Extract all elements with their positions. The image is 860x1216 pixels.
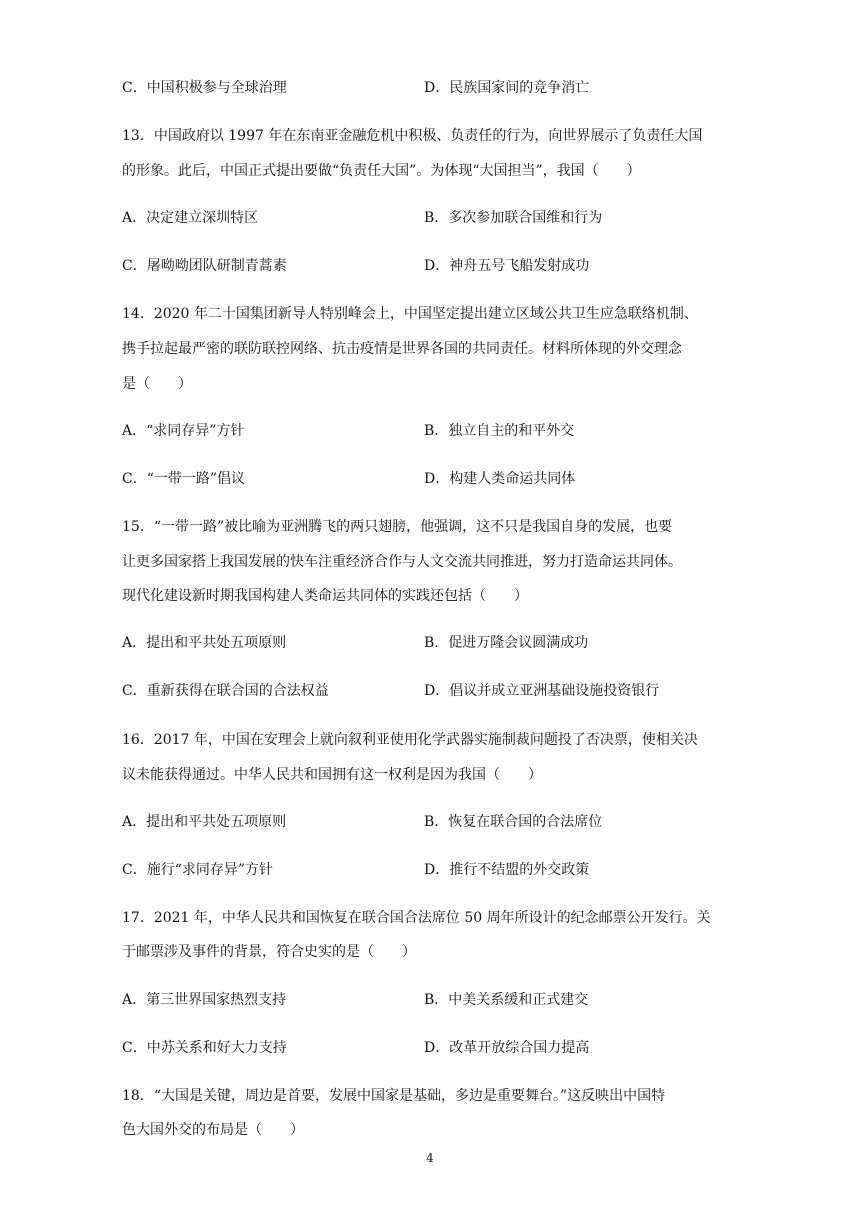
q13-stem-line-1: 13．中国政府以 1997 年在东南亚金融危机中积极、负责任的行为，向世界展示了负责任大国	[122, 128, 703, 144]
q14-stem-line-3: 是（ ）	[122, 376, 192, 392]
q15-stem-line-3: 现代化建设新时期我国构建人类命运共同体的实践还包括（ ）	[122, 588, 528, 604]
q17-stem-line-2: 于邮票涉及事件的背景，符合史实的是（ ）	[122, 944, 416, 960]
q13-option-d: D．神舟五号飞船发射成功	[424, 258, 590, 274]
q17-option-d: D．改革开放综合国力提高	[424, 1040, 590, 1056]
q14-option-b: B．独立自主的和平外交	[424, 423, 575, 439]
q17-option-c: C．中苏关系和好大力支持	[122, 1040, 287, 1056]
q15-option-c: C．重新获得在联合国的合法权益	[122, 683, 329, 699]
q18-stem-line-2: 色大国外交的布局是（ ）	[122, 1122, 304, 1138]
q17-stem-line-1: 17．2021 年，中华人民共和国恢复在联合国合法席位 50 周年所设计的纪念邮票公开发行。关	[122, 910, 711, 926]
q12-option-c: C．中国积极参与全球治理	[122, 80, 287, 96]
q14-option-c: C．“一带一路”倡议	[122, 471, 246, 487]
q13-stem-line-2: 的形象。此后，中国正式提出要做“负责任大国”。为体现“大国担当”，我国（ ）	[122, 163, 641, 179]
q16-option-a: A．提出和平共处五项原则	[122, 814, 287, 830]
q15-option-a: A．提出和平共处五项原则	[122, 635, 287, 651]
q14-stem-line-1: 14．2020 年二十国集团新导人特别峰会上，中国坚定提出建立区域公共卫生应急联络机制、	[122, 306, 698, 322]
q15-option-b: B．促进万隆会议圆满成功	[424, 635, 589, 651]
q17-option-a: A．第三世界国家热烈支持	[122, 992, 287, 1008]
q16-option-b: B．恢复在联合国的合法席位	[424, 814, 603, 830]
q15-option-d: D．倡议并成立亚洲基础设施投资银行	[424, 683, 660, 699]
q16-stem-line-1: 16．2017 年，中国在安理会上就向叙利亚使用化学武器实施制裁问题投了否决票，使相关决	[122, 732, 698, 748]
q14-option-d: D．构建人类命运共同体	[424, 471, 576, 487]
q16-option-d: D．推行不结盟的外交政策	[424, 862, 590, 878]
q15-stem-line-1: 15．“一带一路”被比喻为亚洲腾飞的两只翅膀，他强调，这不只是我国自身的发展，也要	[122, 519, 673, 535]
q16-stem-line-2: 议未能获得通过。中华人民共和国拥有这一权利是因为我国（ ）	[122, 767, 542, 783]
q17-option-b: B．中美关系缓和正式建交	[424, 992, 589, 1008]
q18-stem-line-1: 18．“大国是关键，周边是首要，发展中国家是基础，多边是重要舞台。”这反映出中国特	[122, 1088, 666, 1104]
q13-option-b: B．多次参加联合国维和行为	[424, 210, 603, 226]
q15-stem-line-2: 让更多国家搭上我国发展的快车注重经济合作与人文交流共同推进，努力打造命运共同体。	[122, 554, 682, 570]
page-number: 4	[426, 1151, 434, 1165]
q13-option-c: C．屠呦呦团队研制青蒿素	[122, 258, 287, 274]
q13-option-a: A．决定建立深圳特区	[122, 210, 259, 226]
q12-option-d: D．民族国家间的竞争消亡	[424, 80, 590, 96]
q16-option-c: C．施行“求同存异”方针	[122, 862, 274, 878]
q14-option-a: A．“求同存异”方针	[122, 423, 245, 439]
q14-stem-line-2: 携手拉起最严密的联防联控网络、抗击疫情是世界各国的共同责任。材料所体现的外交理念	[122, 341, 682, 357]
